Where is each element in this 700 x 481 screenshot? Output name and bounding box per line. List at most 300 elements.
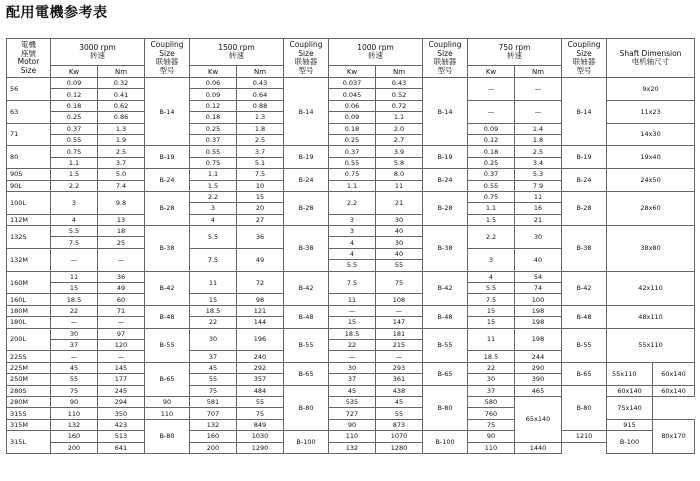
- shaft-dimension-header: Shaft Dimension 电机轴尺寸: [607, 39, 695, 78]
- coupling-size-cell: B-38: [423, 226, 468, 272]
- nm-cell: 5.0: [98, 169, 145, 180]
- kw-cell: 0.37: [468, 169, 515, 180]
- kw-cell: 15: [51, 283, 98, 294]
- kw-cell: 110: [468, 442, 515, 453]
- nm-cell: 40: [376, 248, 423, 259]
- kw-cell: 0.18: [468, 146, 515, 157]
- nm-cell: 196: [237, 328, 284, 351]
- nm-cell: 3.7: [98, 157, 145, 168]
- nm-cell: 11: [515, 191, 562, 202]
- nm-cell: 760: [468, 408, 515, 419]
- nm-cell: 198: [515, 317, 562, 328]
- nm-cell: 15: [237, 191, 284, 202]
- shaft-dimension-cell: 55x110: [607, 362, 653, 385]
- coupling-size-cell: B-28: [284, 191, 329, 225]
- kw-cell: 11: [190, 271, 237, 294]
- nm-cell: 350: [98, 408, 145, 419]
- rpm-1000-header: 1000 rpm 转速: [329, 39, 423, 66]
- kw-cell: 0.75: [190, 157, 237, 168]
- motor-size-cell: 112M: [7, 214, 51, 225]
- kw-cell: —: [329, 305, 376, 316]
- kw-cell: 15: [468, 305, 515, 316]
- nm-cell: 390: [515, 374, 562, 385]
- kw-cell: —: [51, 351, 98, 362]
- nm-cell: 16: [515, 203, 562, 214]
- page-title: 配用電機参考表: [6, 5, 108, 21]
- coupling-size-cell: B-80: [284, 385, 329, 431]
- nm-header: Nm: [376, 66, 423, 78]
- table-row: [7, 191, 695, 202]
- nm-cell: —: [376, 305, 423, 316]
- nm-cell: 5.3: [515, 169, 562, 180]
- coupling-size-cell: B-100: [607, 431, 653, 454]
- motor-size-cell: 132M: [7, 248, 51, 271]
- kw-cell: 37: [51, 339, 98, 350]
- kw-cell: —: [468, 100, 515, 123]
- kw-cell: 110: [51, 408, 98, 419]
- kw-cell: 0.25: [329, 134, 376, 145]
- nm-cell: 108: [376, 294, 423, 305]
- coupling-header: Coupling Size 联轴器 型号: [284, 39, 329, 78]
- kw-cell: 90: [145, 396, 190, 407]
- motor-size-cell: 315L: [7, 431, 51, 454]
- kw-cell: 1.5: [190, 180, 237, 191]
- table-row: [7, 431, 695, 442]
- shaft-dimension-cell: 60x140: [653, 385, 695, 396]
- nm-cell: 144: [237, 317, 284, 328]
- coupling-size-cell: B-48: [284, 305, 329, 328]
- coupling-size-cell: B-14: [145, 78, 190, 146]
- nm-cell: 727: [329, 408, 376, 419]
- nm-cell: 177: [98, 374, 145, 385]
- coupling-size-cell: B-24: [562, 169, 607, 192]
- kw-cell: 132: [190, 419, 237, 430]
- nm-cell: 198: [515, 328, 562, 351]
- nm-cell: 1290: [237, 442, 284, 453]
- nm-cell: 2.5: [515, 146, 562, 157]
- kw-cell: 4: [329, 248, 376, 259]
- kw-cell: 1.5: [51, 169, 98, 180]
- kw-cell: 2.2: [329, 191, 376, 214]
- nm-cell: 1070: [376, 431, 423, 442]
- coupling-size-cell: B-19: [562, 146, 607, 169]
- nm-cell: 873: [376, 419, 423, 430]
- coupling-size-cell: B-65: [562, 362, 607, 385]
- nm-cell: 535: [329, 396, 376, 407]
- kw-cell: 5.5: [329, 260, 376, 271]
- kw-cell: 132: [329, 442, 376, 453]
- kw-cell: 15: [190, 294, 237, 305]
- coupling-size-cell: B-24: [284, 169, 329, 192]
- kw-cell: 2.2: [190, 191, 237, 202]
- nm-header: Nm: [98, 66, 145, 78]
- kw-cell: 30: [329, 362, 376, 373]
- motor-size-cell: 160L: [7, 294, 51, 305]
- motor-size-cell: 315S: [7, 408, 51, 419]
- motor-size-cell: 225S: [7, 351, 51, 362]
- nm-cell: 54: [515, 271, 562, 282]
- coupling-size-cell: B-65: [423, 362, 468, 385]
- coupling-size-cell: B-65: [145, 362, 190, 396]
- nm-cell: 1.8: [237, 123, 284, 134]
- nm-header: Nm: [515, 66, 562, 78]
- kw-cell: 0.25: [51, 112, 98, 123]
- nm-cell: 423: [98, 419, 145, 430]
- coupling-size-cell: B-19: [145, 146, 190, 169]
- coupling-size-cell: B-48: [562, 305, 607, 328]
- nm-cell: 55: [376, 260, 423, 271]
- kw-cell: 7.5: [329, 271, 376, 294]
- nm-cell: 240: [237, 351, 284, 362]
- kw-cell: —: [329, 351, 376, 362]
- kw-header: Kw: [190, 66, 237, 78]
- nm-cell: 27: [237, 214, 284, 225]
- kw-cell: 55: [376, 408, 423, 419]
- table-row: [7, 385, 695, 396]
- kw-cell: —: [468, 78, 515, 101]
- kw-cell: 75: [51, 385, 98, 396]
- kw-cell: 0.18: [51, 100, 98, 111]
- nm-cell: 25: [98, 237, 145, 248]
- nm-cell: —: [98, 317, 145, 328]
- nm-cell: 5.1: [237, 157, 284, 168]
- coupling-size-cell: B-19: [423, 146, 468, 169]
- kw-cell: 0.18: [190, 112, 237, 123]
- coupling-size-cell: B-14: [562, 78, 607, 146]
- nm-cell: 438: [376, 385, 423, 396]
- nm-cell: 36: [237, 226, 284, 249]
- nm-cell: 120: [98, 339, 145, 350]
- kw-cell: 160: [51, 431, 98, 442]
- kw-cell: 0.55: [51, 134, 98, 145]
- nm-cell: 147: [376, 317, 423, 328]
- nm-cell: 2.7: [376, 134, 423, 145]
- coupling-size-cell: B-28: [145, 191, 190, 225]
- kw-cell: 1.1: [190, 169, 237, 180]
- coupling-size-cell: B-100: [284, 431, 329, 454]
- kw-cell: 3: [190, 203, 237, 214]
- kw-cell: 0.12: [51, 89, 98, 100]
- kw-cell: 18.5: [190, 305, 237, 316]
- kw-cell: 30: [190, 328, 237, 351]
- coupling-size-cell: B-65: [284, 362, 329, 385]
- shaft-dimension-cell: 80x170: [653, 419, 695, 453]
- nm-cell: 49: [237, 248, 284, 271]
- nm-cell: 98: [237, 294, 284, 305]
- nm-cell: 100: [515, 294, 562, 305]
- nm-cell: 290: [515, 362, 562, 373]
- nm-cell: 1030: [237, 431, 284, 442]
- kw-cell: 5.5: [51, 226, 98, 237]
- nm-cell: 245: [98, 385, 145, 396]
- nm-cell: 580: [468, 396, 515, 407]
- coupling-size-cell: B-28: [423, 191, 468, 225]
- motor-size-cell: 71: [7, 123, 51, 146]
- motor-size-cell: 56: [7, 78, 51, 101]
- kw-cell: 30: [468, 374, 515, 385]
- kw-cell: 0.09: [190, 89, 237, 100]
- kw-cell: 132: [51, 419, 98, 430]
- shaft-dimension-cell: 60x140: [653, 362, 695, 385]
- nm-cell: 293: [376, 362, 423, 373]
- table-row: [7, 442, 695, 453]
- nm-cell: 0.41: [98, 89, 145, 100]
- shaft-dimension-cell: 38x80: [607, 226, 695, 272]
- kw-cell: 55: [190, 374, 237, 385]
- motor-size-cell: 132S: [7, 226, 51, 249]
- motor-size-cell: 63: [7, 100, 51, 123]
- motor-size-cell: 180M: [7, 305, 51, 316]
- coupling-size-cell: B-38: [145, 226, 190, 272]
- nm-cell: 513: [98, 431, 145, 442]
- kw-cell: 90: [329, 419, 376, 430]
- kw-cell: 37: [190, 351, 237, 362]
- nm-cell: 49: [98, 283, 145, 294]
- coupling-size-cell: B-24: [423, 169, 468, 192]
- coupling-size-cell: B-48: [423, 305, 468, 328]
- motor-size-header: 電機 座號 Motor Size: [7, 39, 51, 78]
- nm-cell: 30: [376, 237, 423, 248]
- coupling-size-cell: B-42: [423, 271, 468, 305]
- shaft-dimension-cell: 28x60: [607, 191, 695, 225]
- shaft-dimension-cell: 14x30: [607, 123, 695, 146]
- nm-cell: 1.3: [237, 112, 284, 123]
- shaft-dimension-cell: 75x140: [607, 396, 653, 419]
- kw-cell: 75: [468, 419, 515, 430]
- shaft-dimension-cell: 19x40: [607, 146, 695, 169]
- kw-cell: 160: [190, 431, 237, 442]
- motor-size-cell: 100L: [7, 191, 51, 214]
- nm-cell: 1210: [562, 431, 607, 442]
- nm-cell: 0.62: [98, 100, 145, 111]
- shaft-dimension-cell: 42x110: [607, 271, 695, 305]
- kw-cell: 0.09: [51, 78, 98, 89]
- kw-cell: 0.12: [468, 134, 515, 145]
- coupling-size-cell: B-80: [562, 385, 607, 431]
- kw-cell: 0.75: [51, 146, 98, 157]
- kw-cell: 18.5: [329, 328, 376, 339]
- kw-cell: 22: [51, 305, 98, 316]
- nm-cell: 60: [98, 294, 145, 305]
- nm-cell: 244: [515, 351, 562, 362]
- kw-cell: 0.045: [329, 89, 376, 100]
- kw-cell: 1.1: [51, 157, 98, 168]
- motor-size-cell: 160M: [7, 271, 51, 294]
- kw-cell: 90: [51, 396, 98, 407]
- nm-cell: 7.5: [237, 169, 284, 180]
- shaft-dimension-cell: 55x110: [607, 328, 695, 362]
- nm-cell: 36: [98, 271, 145, 282]
- nm-cell: 21: [515, 214, 562, 225]
- shaft-dimension-cell: 48x110: [607, 305, 695, 328]
- coupling-size-cell: B-38: [562, 226, 607, 272]
- kw-cell: 0.37: [329, 146, 376, 157]
- kw-cell: 30: [51, 328, 98, 339]
- shaft-dimension-cell: 9x20: [607, 78, 695, 101]
- coupling-size-cell: B-19: [284, 146, 329, 169]
- table-row: [7, 305, 695, 316]
- kw-cell: 45: [51, 362, 98, 373]
- kw-cell: 3: [51, 191, 98, 214]
- nm-cell: 465: [515, 385, 562, 396]
- nm-cell: 581: [190, 396, 237, 407]
- kw-cell: 200: [190, 442, 237, 453]
- kw-cell: 37: [329, 374, 376, 385]
- nm-cell: 13: [98, 214, 145, 225]
- nm-cell: 5.8: [376, 157, 423, 168]
- kw-header: Kw: [329, 66, 376, 78]
- nm-cell: —: [376, 351, 423, 362]
- coupling-size-cell: B-42: [284, 271, 329, 305]
- nm-cell: 1.4: [515, 123, 562, 134]
- table-row: [7, 328, 695, 339]
- motor-size-cell: 90L: [7, 180, 51, 191]
- motor-size-cell: 315M: [7, 419, 51, 430]
- kw-cell: —: [51, 248, 98, 271]
- kw-cell: 0.55: [190, 146, 237, 157]
- rpm-3000-header: 3000 rpm 转速: [51, 39, 145, 66]
- nm-cell: 145: [98, 362, 145, 373]
- kw-cell: 55: [237, 396, 284, 407]
- kw-cell: 200: [51, 442, 98, 453]
- kw-cell: 4: [329, 237, 376, 248]
- nm-cell: 21: [376, 191, 423, 214]
- coupling-size-cell: B-55: [562, 328, 607, 362]
- kw-header: Kw: [51, 66, 98, 78]
- coupling-size-cell: B-14: [284, 78, 329, 146]
- nm-cell: 0.43: [237, 78, 284, 89]
- nm-cell: —: [98, 248, 145, 271]
- kw-cell: 18.5: [51, 294, 98, 305]
- nm-cell: 18: [98, 226, 145, 237]
- nm-cell: 7.4: [98, 180, 145, 191]
- nm-cell: 215: [376, 339, 423, 350]
- motor-size-cell: 225M: [7, 362, 51, 373]
- kw-cell: 45: [190, 362, 237, 373]
- nm-cell: 707: [190, 408, 237, 419]
- kw-cell: 3: [468, 248, 515, 271]
- kw-cell: —: [51, 317, 98, 328]
- kw-cell: 75: [237, 408, 284, 419]
- coupling-size-cell: B-14: [423, 78, 468, 146]
- nm-cell: 9.8: [98, 191, 145, 214]
- nm-cell: 11: [376, 180, 423, 191]
- shaft-dimension-cell: 60x140: [607, 385, 653, 396]
- nm-cell: 97: [98, 328, 145, 339]
- kw-cell: 2.2: [51, 180, 98, 191]
- motor-size-cell: 80: [7, 146, 51, 169]
- nm-cell: —: [515, 100, 562, 123]
- kw-cell: 7.5: [190, 248, 237, 271]
- nm-cell: 1.1: [376, 112, 423, 123]
- kw-cell: 1.5: [468, 214, 515, 225]
- coupling-size-cell: B-55: [423, 328, 468, 362]
- shaft-dimension-cell: 24x50: [607, 169, 695, 192]
- table-row: [7, 362, 695, 373]
- kw-cell: 1.1: [329, 180, 376, 191]
- nm-cell: 40: [376, 226, 423, 237]
- nm-cell: 75: [376, 271, 423, 294]
- kw-cell: 0.25: [468, 157, 515, 168]
- coupling-size-cell: B-42: [145, 271, 190, 305]
- nm-cell: 1440: [515, 442, 562, 453]
- motor-reference-table: [6, 38, 695, 454]
- kw-cell: 22: [468, 362, 515, 373]
- kw-cell: 0.25: [190, 123, 237, 134]
- nm-cell: 0.64: [237, 89, 284, 100]
- nm-cell: 484: [237, 385, 284, 396]
- coupling-size-cell: B-28: [562, 191, 607, 225]
- nm-cell: 849: [237, 419, 284, 430]
- nm-cell: 0.72: [376, 100, 423, 111]
- coupling-size-cell: B-80: [423, 385, 468, 431]
- nm-cell: 40: [515, 248, 562, 271]
- nm-cell: 2.5: [98, 146, 145, 157]
- kw-cell: 75: [190, 385, 237, 396]
- nm-cell: 1.8: [515, 134, 562, 145]
- motor-size-cell: 90S: [7, 169, 51, 180]
- nm-cell: 1280: [376, 442, 423, 453]
- coupling-header: Coupling Size 联轴器 型号: [562, 39, 607, 78]
- kw-cell: 0.55: [468, 180, 515, 191]
- table-row: [7, 226, 695, 237]
- coupling-size-cell: B-24: [145, 169, 190, 192]
- kw-cell: 110: [145, 408, 190, 419]
- kw-cell: 4: [468, 271, 515, 282]
- nm-cell: 915: [607, 419, 653, 430]
- kw-cell: 4: [190, 214, 237, 225]
- nm-cell: 10: [237, 180, 284, 191]
- nm-header: Nm: [237, 66, 284, 78]
- nm-cell: 198: [515, 305, 562, 316]
- table-row: [7, 146, 695, 157]
- nm-cell: 294: [98, 396, 145, 407]
- nm-cell: 8.0: [376, 169, 423, 180]
- kw-cell: 0.037: [329, 78, 376, 89]
- nm-cell: 641: [98, 442, 145, 453]
- motor-size-cell: 280M: [7, 396, 51, 407]
- nm-cell: 30: [376, 214, 423, 225]
- kw-cell: 11: [468, 328, 515, 351]
- kw-cell: 0.55: [329, 157, 376, 168]
- kw-cell: 45: [329, 385, 376, 396]
- kw-cell: 0.09: [468, 123, 515, 134]
- nm-cell: 71: [98, 305, 145, 316]
- nm-cell: 181: [376, 328, 423, 339]
- nm-cell: 74: [515, 283, 562, 294]
- nm-cell: 0.52: [376, 89, 423, 100]
- kw-cell: 0.75: [468, 191, 515, 202]
- nm-cell: —: [98, 351, 145, 362]
- table-row: [7, 169, 695, 180]
- nm-cell: 30: [515, 226, 562, 249]
- kw-cell: 110: [329, 431, 376, 442]
- nm-cell: 3.7: [237, 146, 284, 157]
- nm-cell: 7.9: [515, 180, 562, 191]
- coupling-size-cell: B-55: [145, 328, 190, 362]
- kw-cell: 22: [329, 339, 376, 350]
- coupling-header: Coupling Size 联轴器 型号: [145, 39, 190, 78]
- kw-cell: 5.5: [190, 226, 237, 249]
- motor-size-cell: 280S: [7, 385, 51, 396]
- nm-cell: 292: [237, 362, 284, 373]
- nm-cell: 0.43: [376, 78, 423, 89]
- kw-cell: 5.5: [468, 283, 515, 294]
- kw-cell: 0.06: [329, 100, 376, 111]
- kw-cell: 0.75: [329, 169, 376, 180]
- kw-cell: 55: [51, 374, 98, 385]
- coupling-size-cell: B-100: [423, 431, 468, 454]
